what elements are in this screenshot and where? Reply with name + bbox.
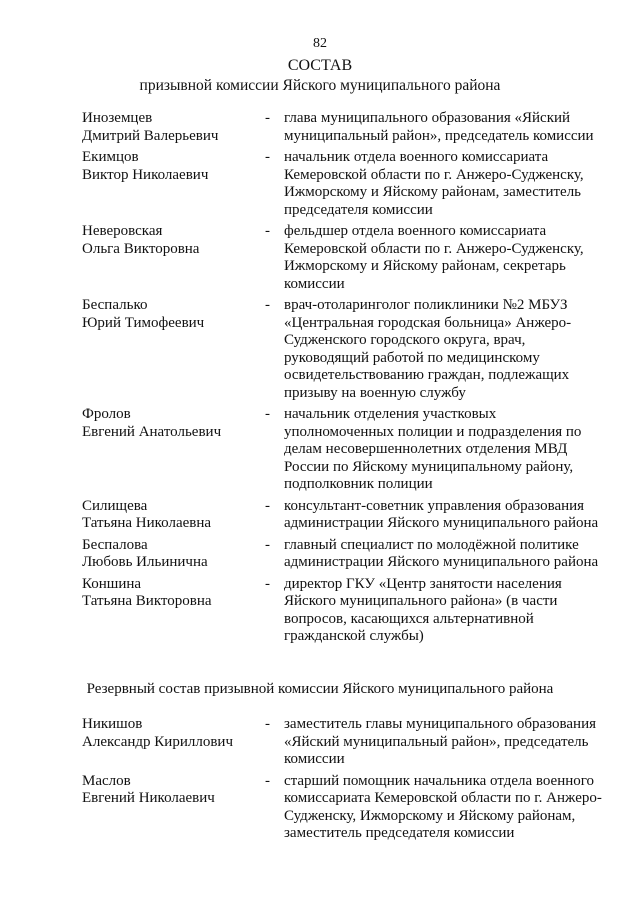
member-name <box>82 716 265 769</box>
member-role: старший помощник начальника отдела военного комиссариата Кемеровской области по г. Анжеро-Судженску, Ижморскому и Яйскому районам, заместитель председателя комиссии <box>284 772 602 841</box>
document-title: СОСТАВ <box>287 57 353 74</box>
document-subtitle: призывной комиссии Яйского муниципального района <box>139 77 501 94</box>
member-row <box>82 406 602 494</box>
member-given-name: Виктор Николаевич <box>82 166 209 183</box>
member-given-name: Дмитрий Валерьевич <box>82 127 219 144</box>
dash: - <box>265 149 270 165</box>
member-name <box>82 297 265 402</box>
member-given-name: Любовь Ильинична <box>82 554 208 570</box>
member-surname: Беспалько <box>82 297 148 313</box>
member-given-name: Ольга Викторовна <box>82 240 200 257</box>
member-name <box>82 498 265 533</box>
member-name <box>82 576 265 646</box>
member-name <box>82 149 265 219</box>
member-role: директор ГКУ «Центр занятости населения Яйского муниципального района» (в части вопросов, касающихся альтернативной гражданской службы) <box>284 575 562 644</box>
dash: - <box>265 536 270 553</box>
member-name <box>82 110 265 145</box>
member-row <box>82 576 602 646</box>
dash: - <box>265 497 270 514</box>
member-given-name: Евгений Николаевич <box>82 790 215 806</box>
member-role: глава муниципального образования «Яйский муниципальный район», председатель комиссии <box>284 110 594 144</box>
reserve-members-list <box>82 716 602 847</box>
page-number: 82 <box>313 36 327 51</box>
dash: - <box>265 772 270 789</box>
reserve-member-row <box>82 773 602 843</box>
member-row <box>82 110 602 145</box>
member-role: врач-отоларинголог поликлиники №2 МБУЗ «Центральная городская больница» Анжеро-Судженского городского округа, врач, руководящий работой по медицинскому освидетельствованию граждан, подлежащих призыву на военную службу <box>284 297 572 401</box>
member-given-name: Татьяна Николаевна <box>82 515 212 531</box>
member-role: главный специалист по молодёжной политике администрации Яйского муниципального района <box>284 536 599 570</box>
member-name <box>82 537 265 572</box>
dash: - <box>265 223 270 239</box>
member-role: консультант-советник управления образования администрации Яйского муниципального района <box>284 497 599 531</box>
member-role: начальник отдела военного комиссариата Кемеровской области по г. Анжеро-Судженску, Ижморскому и Яйскому районам, заместитель председателя комиссии <box>284 149 584 218</box>
member-role: заместитель главы муниципального образования «Яйский муниципальный район», председатель комиссии <box>284 716 597 767</box>
member-row <box>82 498 602 533</box>
dash: - <box>265 297 270 313</box>
dash: - <box>265 716 270 732</box>
dash: - <box>265 110 270 126</box>
member-name <box>82 223 265 293</box>
member-role: фельдшер отдела военного комиссариата Кемеровской области по г. Анжеро-Судженску, Ижморскому и Яйскому районам, секретарь комиссии <box>284 223 584 292</box>
member-surname: Силищева <box>82 497 148 514</box>
member-row <box>82 223 602 293</box>
reserve-member-row <box>82 716 602 769</box>
reserve-section-title: Резервный состав призывной комиссии Яйского муниципального района <box>86 681 554 697</box>
member-row <box>82 537 602 572</box>
member-surname: Екимцов <box>82 149 139 165</box>
commission-members-list <box>82 110 602 650</box>
member-surname: Неверовская <box>82 223 163 239</box>
member-given-name: Александр Кириллович <box>82 733 233 750</box>
member-surname: Беспалова <box>82 536 148 553</box>
member-surname: Маслов <box>82 772 131 789</box>
member-given-name: Евгений Анатольевич <box>82 423 222 440</box>
member-row <box>82 149 602 219</box>
dash: - <box>265 406 270 422</box>
dash: - <box>265 575 270 592</box>
member-given-name: Юрий Тимофеевич <box>82 314 205 331</box>
member-role: начальник отделения участковых уполномоченных полиции и подразделения по делам несовершеннолетних отделения МВД России по Яйскому муниципальному району, подполковник полиции <box>284 406 582 492</box>
member-surname: Фролов <box>82 406 131 422</box>
member-row <box>82 297 602 402</box>
member-name <box>82 773 265 843</box>
member-given-name: Татьяна Викторовна <box>82 593 212 609</box>
member-surname: Коншина <box>82 575 142 592</box>
member-surname: Никишов <box>82 716 143 732</box>
member-surname: Иноземцев <box>82 110 153 126</box>
member-name <box>82 406 265 494</box>
